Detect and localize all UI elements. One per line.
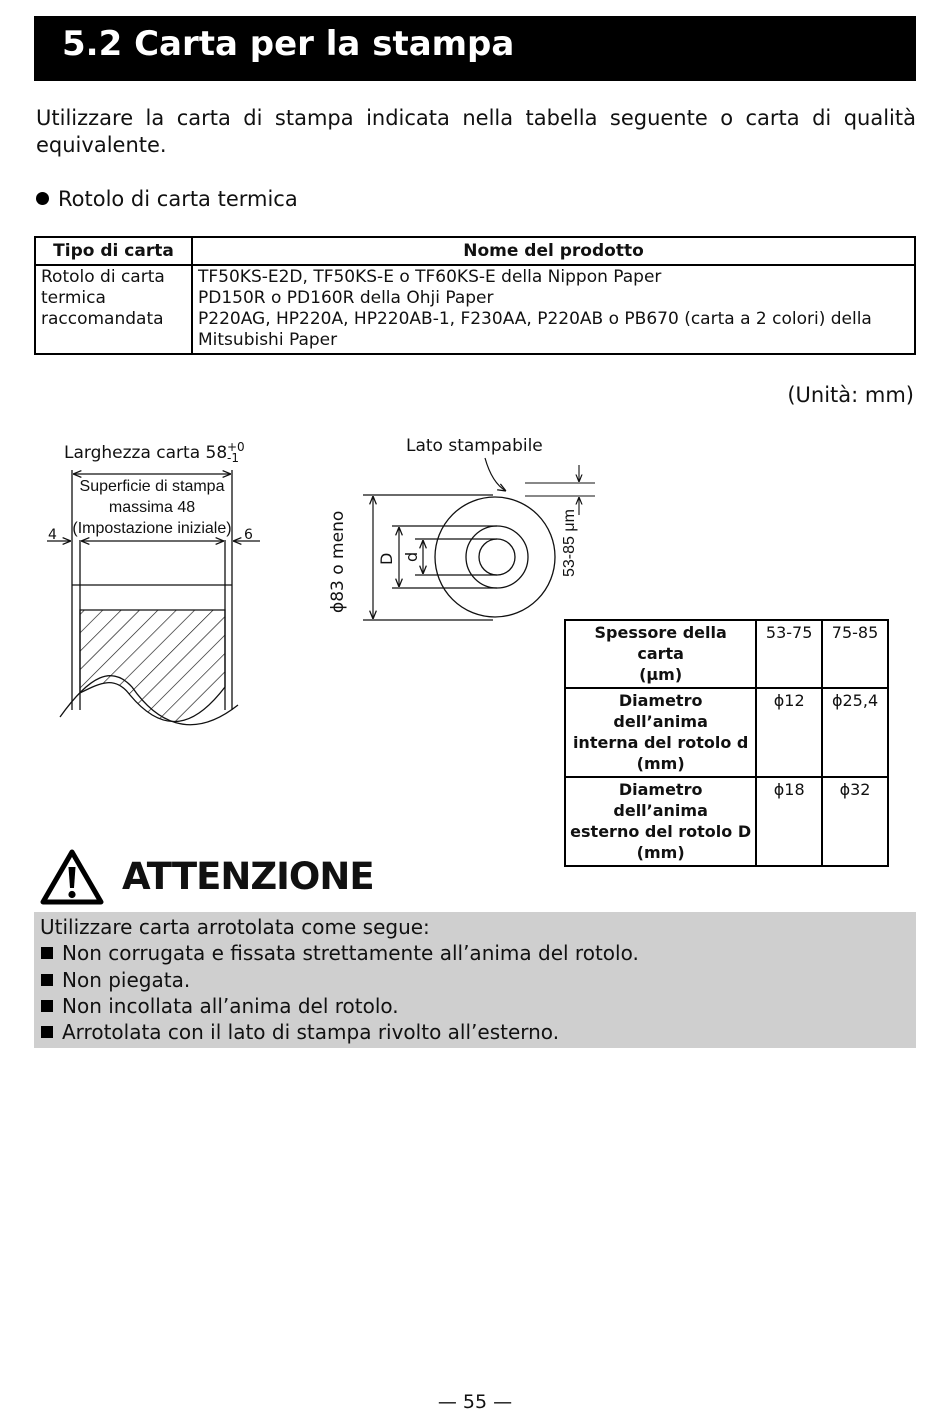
product-line: P220AG, HP220A, HP220AB-1, F230AA, P220AB o PB670 (carta a 2 colori) della (198, 309, 872, 329)
spec-label-line: (μm) (639, 665, 683, 684)
product-name-cell (192, 265, 915, 354)
print-area-line-2: massima 48 (108, 499, 196, 516)
thickness-label: 53-85 μm (561, 509, 578, 577)
warning-item-text: Non incollata all’anima del rotolo. (62, 993, 399, 1018)
spec-value-cell: ϕ25,4 (822, 688, 888, 777)
paper-type-cell (35, 265, 192, 354)
bullet-text: Rotolo di carta termica (58, 187, 298, 211)
spec-label-line: Diametro dell’anima (613, 780, 708, 820)
tolerance-minus: -1 (227, 451, 239, 465)
spec-row-inner-core (565, 688, 888, 777)
tolerance-plus: +0 (227, 440, 245, 454)
unit-label: (Unità: mm) (787, 383, 914, 407)
square-bullet-icon (41, 974, 53, 986)
left-margin-label: 4 (48, 527, 57, 543)
section-title: 5.2 Carta per la stampa (34, 16, 916, 81)
warning-intro: Utilizzare carta arrotolata come segue: (40, 915, 430, 939)
spec-label-line: esterno del rotolo D (570, 822, 752, 841)
spec-label-cell (565, 620, 756, 688)
page-number: — 55 — (437, 1391, 513, 1411)
spec-value-cell: ϕ12 (756, 688, 822, 777)
spec-row-thickness (565, 620, 888, 688)
warning-item (40, 1019, 910, 1045)
warning-item-text: Non piegata. (62, 967, 191, 992)
warning-triangle-icon (40, 848, 104, 906)
paper-table (34, 236, 916, 355)
paper-type-line: termica (41, 288, 106, 308)
print-area-line-1: Superficie di stampa (79, 478, 225, 495)
big-d-label: D (377, 552, 396, 565)
warning-item (40, 967, 910, 993)
paper-table-header-row (35, 237, 915, 265)
square-bullet-icon (41, 947, 53, 959)
spec-label-line: (mm) (636, 843, 685, 862)
paper-table-row (35, 265, 915, 354)
spec-value-cell: ϕ32 (822, 777, 888, 866)
warning-box (34, 912, 916, 1048)
paper-type-line: raccomandata (41, 309, 164, 329)
warning-item (40, 993, 910, 1019)
warning-title: ATTENZIONE (122, 855, 374, 898)
bullet-item (36, 185, 298, 213)
spec-value-cell: 53-75 (756, 620, 822, 688)
spec-label-line: (mm) (636, 754, 685, 773)
spec-value-cell: ϕ18 (756, 777, 822, 866)
intro-paragraph: Utilizzare la carta di stampa indicata nella tabella seguente o carta di qualità equivalente. (36, 106, 916, 157)
spec-label-line: Diametro dell’anima (613, 691, 708, 731)
printable-side-label: Lato stampabile (406, 436, 543, 456)
spec-label-cell (565, 777, 756, 866)
right-margin-label: 6 (244, 527, 253, 543)
spec-label-line: interna del rotolo d (572, 733, 749, 752)
paper-table-header-type: Tipo di carta (35, 237, 192, 265)
roll-spec-table (564, 619, 889, 867)
paper-roll-diagram (328, 436, 595, 620)
product-line: TF50KS-E2D, TF50KS-E o TF60KS-E della Nippon Paper (198, 267, 662, 287)
warning-item-text: Arrotolata con il lato di stampa rivolto all’esterno. (62, 1020, 560, 1045)
warning-item (40, 940, 910, 966)
square-bullet-icon (41, 1000, 53, 1012)
paper-table-header-product: Nome del prodotto (192, 237, 915, 265)
paper-width-label: Larghezza carta 58 (64, 443, 228, 463)
paper-width-diagram (47, 440, 260, 725)
outer-diameter-label: ϕ83 o meno (328, 510, 348, 613)
product-line: PD150R o PD160R della Ohji Paper (198, 288, 494, 308)
paper-type-line: Rotolo di carta (41, 267, 165, 287)
bullet-dot-icon (36, 192, 49, 205)
spec-value-cell: 75-85 (822, 620, 888, 688)
product-line: Mitsubishi Paper (198, 330, 338, 350)
spec-label-line: Spessore della carta (594, 623, 727, 663)
warning-item-text: Non corrugata e fissata strettamente all’anima del rotolo. (62, 941, 639, 966)
square-bullet-icon (41, 1026, 53, 1038)
spec-row-outer-core (565, 777, 888, 866)
small-d-label: d (402, 551, 421, 562)
print-area-line-3: (Impostazione iniziale) (72, 520, 232, 537)
spec-label-cell (565, 688, 756, 777)
paper-diagrams (30, 425, 610, 745)
